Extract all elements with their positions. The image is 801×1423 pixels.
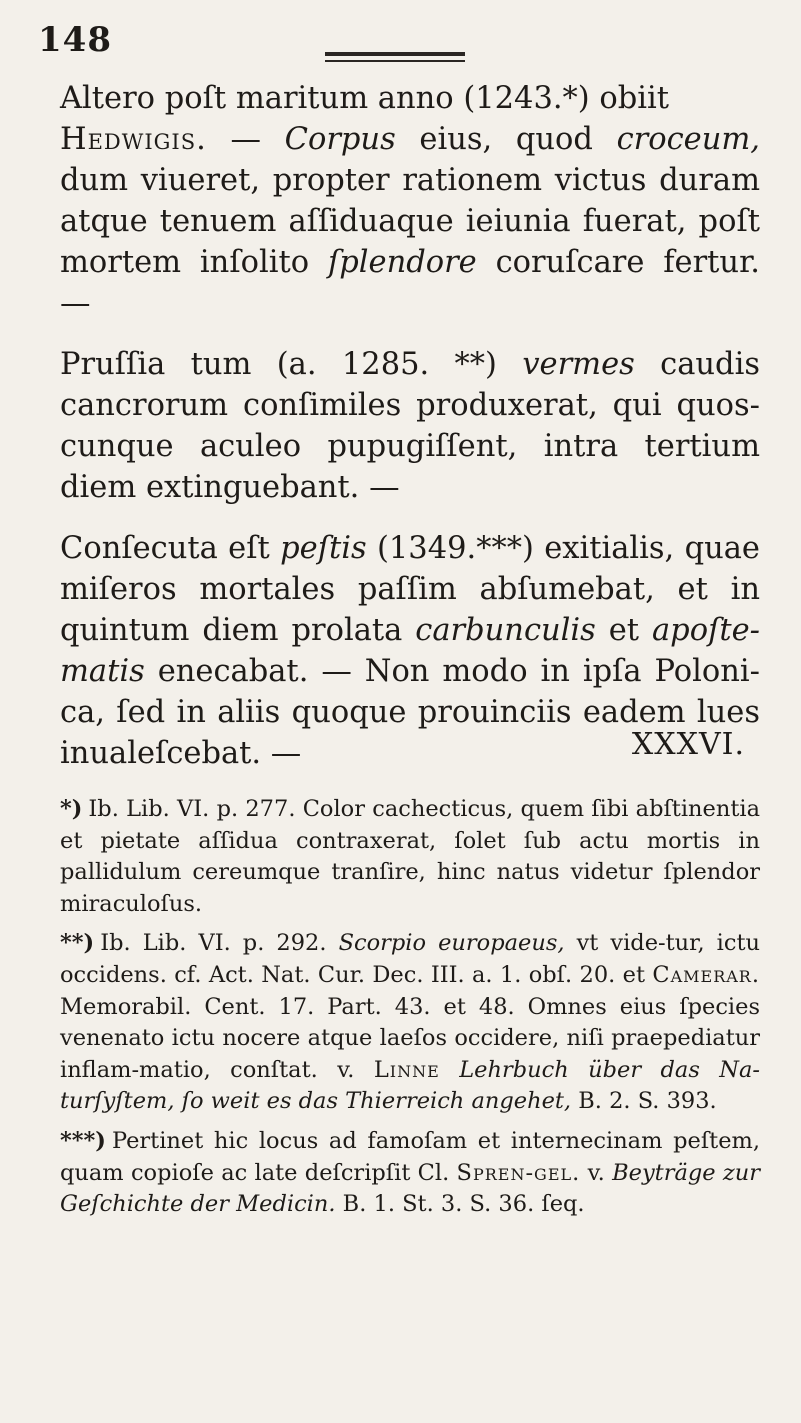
- italic-term: apoſte-matis: [60, 613, 760, 689]
- book-title: Beyträge zur Geſchichte der Medicin.: [60, 1159, 761, 1218]
- main-text: [60, 78, 760, 774]
- text-run: caudis cancrorum conſimiles produxerat, qui quos-cunque aculeo pupugiſſent, intra tertium diem extinguebant. —: [60, 347, 760, 505]
- footnote-marker: ***): [60, 1127, 106, 1154]
- section-signature: XXXVI.: [631, 727, 745, 762]
- text-run: eius, quod: [395, 122, 617, 157]
- footnotes: [60, 794, 760, 1221]
- text-run: coruſcare fertur. —: [60, 245, 760, 321]
- text-run: B. 2. S. 393.: [571, 1088, 717, 1115]
- italic-term: peſtis: [280, 531, 367, 566]
- footnote-marker: **): [60, 930, 95, 957]
- italic-term: carbunculis: [415, 613, 596, 648]
- person-name: Hedwigis.: [60, 122, 207, 157]
- footnote-2: [60, 928, 760, 1118]
- italic-term: Corpus: [284, 122, 396, 157]
- author-name: Spren-gel.: [456, 1159, 581, 1186]
- paragraph-prussia: [60, 344, 760, 508]
- italic-term: Scorpio europaeus,: [338, 930, 565, 957]
- italic-term: croceum,: [616, 122, 760, 157]
- footnote-marker: *): [60, 796, 83, 822]
- text-run: vt vide-tur, ictu occidens. cf. Act. Nat. Cur. Dec. III. a. 1. obſ. 20. et: [60, 930, 760, 988]
- text-run: Pruſſia tum (a. 1285. **): [60, 347, 523, 382]
- text-run: [440, 1057, 459, 1083]
- footnote-1: [60, 794, 760, 920]
- text-run: Conſecuta eſt: [60, 531, 281, 566]
- italic-term: ſplendore: [327, 245, 477, 280]
- page-number: 148: [38, 20, 112, 60]
- book-title: Lehrbuch über das Na-turſyſtem, ſo weit es das Thierreich angehet,: [60, 1056, 761, 1115]
- header-rule-thick: [325, 52, 465, 56]
- text-run: (1349.***) exitialis, quae miſeros mortales paſſim abſumebat, et in quintum diem prolata: [60, 531, 760, 648]
- author-name: Linne: [373, 1056, 440, 1083]
- text-run: enecabat. — Non modo in ipſa Poloni-ca, ſed in aliis quoque prouinciis eadem lues inualeſcebat. —: [60, 654, 760, 771]
- text-run: Ib. Lib. VI. p. 277. Color cachecticus, quem ſibi abſtinentia et pietate aſſidua contraxerat, ſolet ſub actu mortis in pallidulum cereumque tranſire, hinc natus videtur ſplendor miraculoſus.: [60, 796, 760, 917]
- text-run: —: [206, 122, 285, 157]
- text-run: Ib. Lib. VI. p. 292.: [100, 930, 339, 957]
- text-run: Pertinet hic locus ad famoſam et internecinam peſtem, quam copioſe ac late deſcripſit Cl.: [60, 1127, 760, 1186]
- author-name: Camerar.: [652, 961, 760, 988]
- header-rule-thin: [325, 60, 465, 62]
- italic-term: vermes: [522, 347, 635, 382]
- text-run: Altero poſt maritum anno (1243.*) obiit: [60, 81, 670, 116]
- text-run: dum viueret, propter rationem victus duram atque tenuem aſſiduaque ieiunia fuerat, poſt mortem inſolito: [60, 163, 760, 280]
- text-run: et: [595, 613, 652, 648]
- text-run: Memorabil. Cent. 17. Part. 43. et 48. Omnes eius ſpecies venenato ictu nocere atque laeſos occidere, niſi praepediatur inflam-matio, conſtat. v.: [60, 993, 760, 1083]
- footnote-3: [60, 1126, 760, 1221]
- paragraph-hedwigis: [60, 78, 760, 324]
- text-run: v.: [580, 1159, 613, 1186]
- text-run: B. 1. St. 3. S. 36. ſeq.: [335, 1191, 585, 1218]
